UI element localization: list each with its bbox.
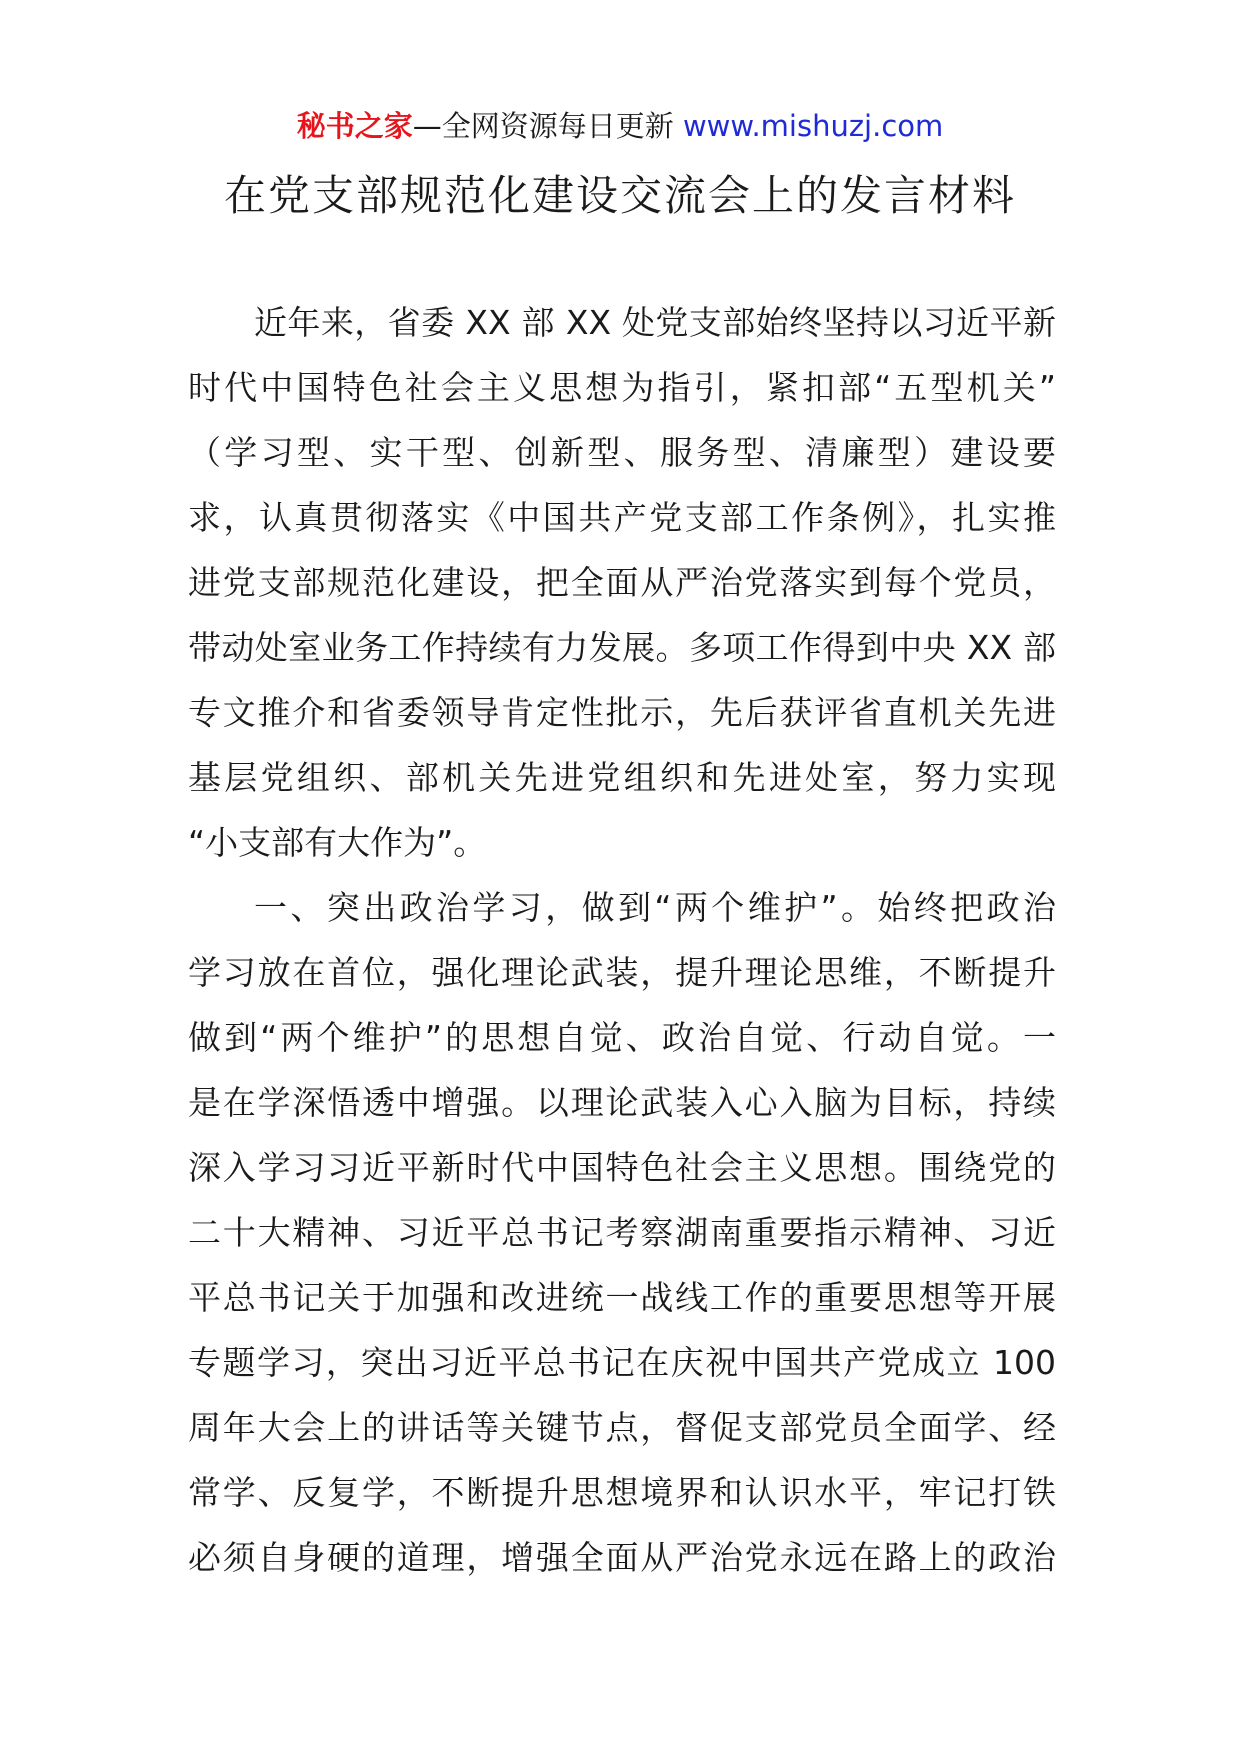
paragraph-line: （学习型、实干型、创新型、服务型、清廉型）建设要 — [188, 433, 1056, 472]
paragraph-line: 近年来，省委 XX 部 XX 处党支部始终坚持以习近平新 — [254, 303, 1056, 342]
paragraph-line: 周年大会上的讲话等关键节点，督促支部党员全面学、经 — [188, 1408, 1056, 1447]
paragraph-line: “小支部有大作为”。 — [188, 823, 487, 862]
document-title: 在党支部规范化建设交流会上的发言材料 — [223, 171, 1016, 220]
paragraph-line: 学习放在首位，强化理论武装，提升理论思维，不断提升 — [188, 953, 1056, 992]
paragraph-line: 专文推介和省委领导肯定性批示，先后获评省直机关先进 — [188, 693, 1056, 732]
paragraph-line: 求，认真贯彻落实《中国共产党支部工作条例》，扎实推 — [188, 498, 1056, 537]
paragraph-line: 进党支部规范化建设，把全面从严治党落实到每个党员， — [188, 563, 1056, 602]
section-heading-line: 一、突出政治学习，做到“两个维护”。始终把政治 — [254, 888, 1056, 927]
paragraph-line: 二十大精神、习近平总书记考察湖南重要指示精神、习近 — [188, 1213, 1056, 1252]
site-url-link[interactable]: www.mishuzj.com — [682, 109, 944, 143]
paragraph-line: 平总书记关于加强和改进统一战线工作的重要思想等开展 — [188, 1278, 1056, 1317]
paragraph-line: 必须自身硬的道理，增强全面从严治党永远在路上的政治 — [188, 1538, 1056, 1577]
paragraph-line: 基层党组织、部机关先进党组织和先进处室，努力实现 — [188, 758, 1056, 797]
paragraph-line: 深入学习习近平新时代中国特色社会主义思想。围绕党的 — [188, 1148, 1056, 1187]
brand-name: 秘书之家 — [296, 109, 413, 143]
header-tagline: —全网资源每日更新 — [412, 109, 674, 143]
paragraph-line: 做到“两个维护”的思想自觉、政治自觉、行动自觉。一 — [188, 1018, 1056, 1057]
paragraph-line: 常学、反复学，不断提升思想境界和认识水平，牢记打铁 — [188, 1473, 1056, 1512]
paragraph-line: 时代中国特色社会主义思想为指引，紧扣部“五型机关” — [188, 368, 1056, 407]
paragraph-line: 专题学习，突出习近平总书记在庆祝中国共产党成立 100 — [188, 1343, 1056, 1382]
site-header — [0, 106, 1240, 146]
paragraph-line: 是在学深悟透中增强。以理论武装入心入脑为目标，持续 — [188, 1083, 1056, 1122]
paragraph-line: 带动处室业务工作持续有力发展。多项工作得到中央 XX 部 — [188, 628, 1056, 667]
document-body — [188, 290, 1056, 1590]
